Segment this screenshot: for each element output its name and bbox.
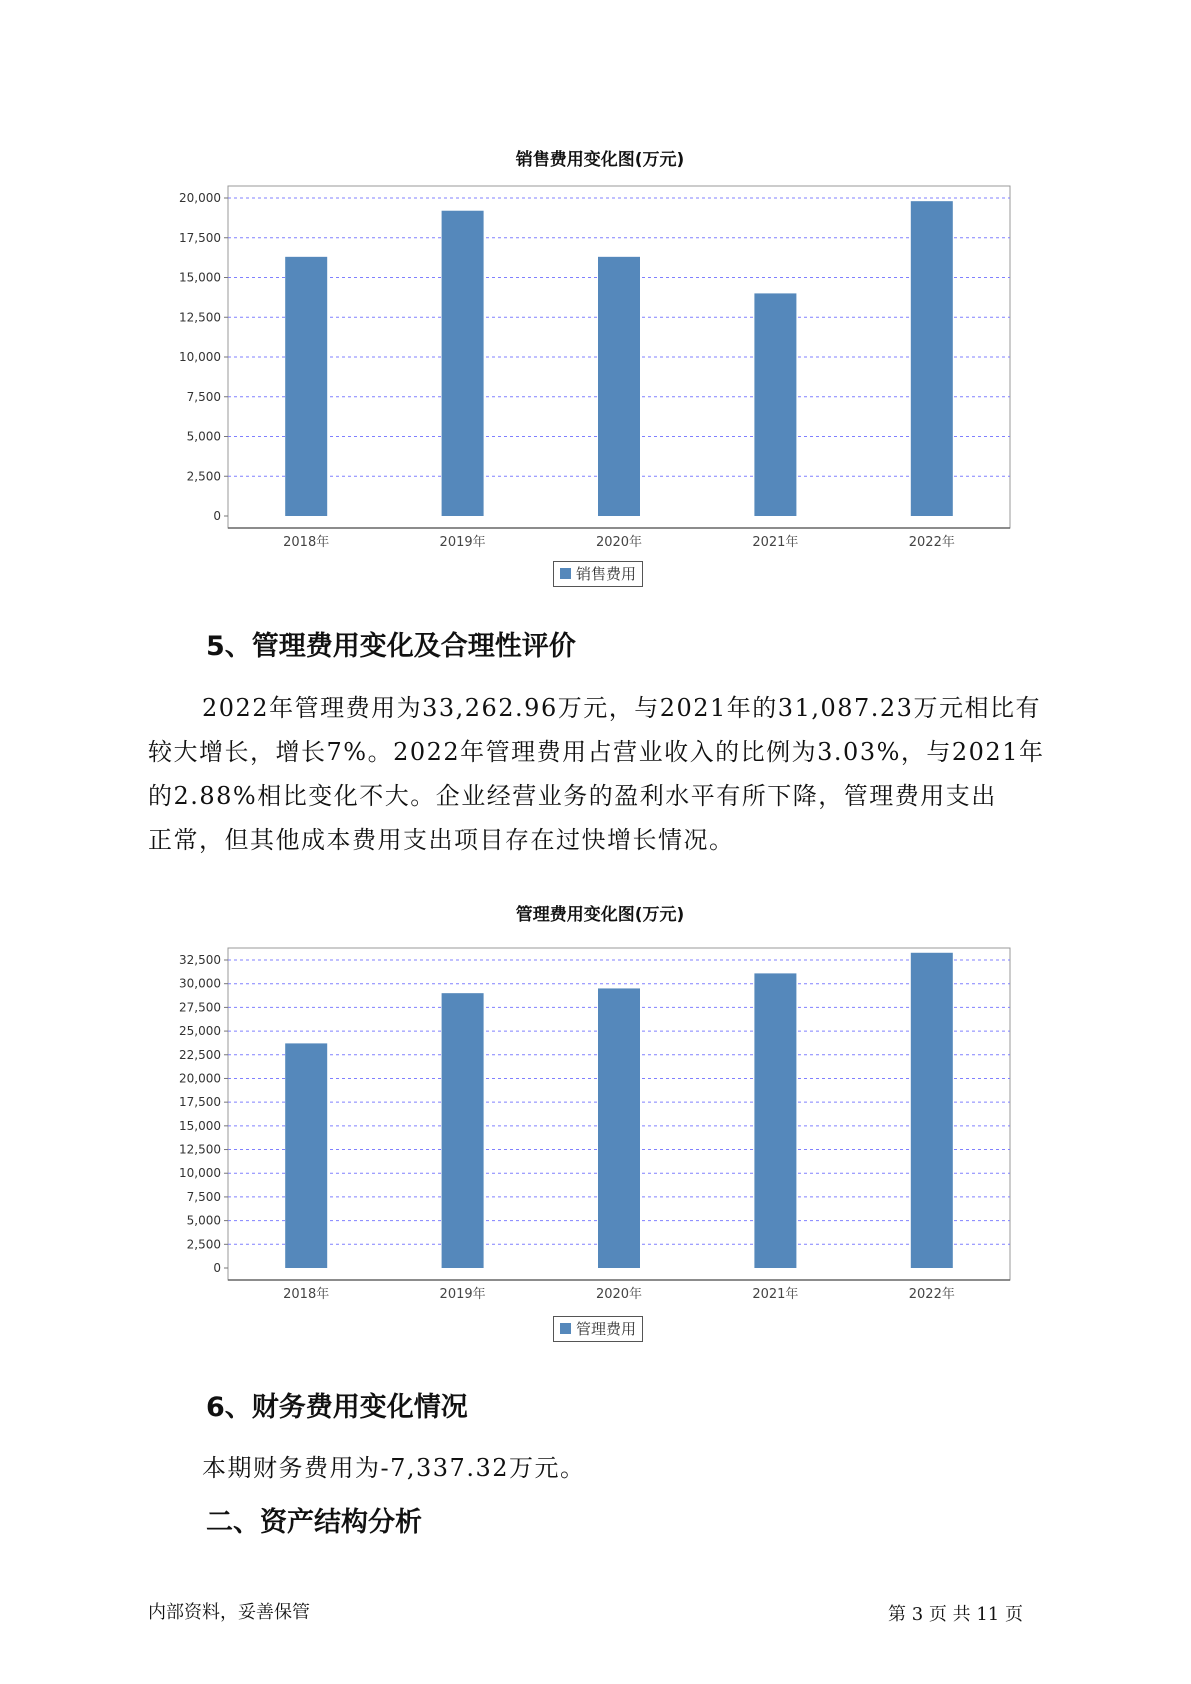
y-tick-label: 2,500 bbox=[186, 1237, 221, 1252]
y-tick-label: 12,500 bbox=[179, 310, 221, 325]
y-tick-label: 20,000 bbox=[179, 191, 221, 205]
footer-confidential: 内部资料，妥善保管 bbox=[148, 1602, 310, 1623]
section5-line-4: 正常，但其他成本费用支出项目存在过快增长情况。 bbox=[148, 826, 735, 854]
x-tick-label: 2022年 bbox=[908, 535, 955, 550]
y-tick-label: 5,000 bbox=[186, 429, 221, 444]
y-tick-label: 0 bbox=[213, 509, 221, 523]
y-tick-label: 5,000 bbox=[186, 1213, 221, 1228]
sales-chart-title: 销售费用变化图(万元) bbox=[515, 150, 685, 170]
section5-line-1: 2022年管理费用为33,262.96万元，与2021年的31,087.23万元相比有 bbox=[202, 694, 1041, 722]
y-tick-label: 0 bbox=[213, 1261, 221, 1275]
bar bbox=[442, 993, 484, 1268]
y-tick-label: 10,000 bbox=[179, 350, 221, 364]
x-tick-label: 2018年 bbox=[283, 1287, 330, 1302]
x-tick-label: 2020年 bbox=[595, 535, 643, 550]
legend-swatch bbox=[560, 1323, 571, 1334]
y-tick-label: 25,000 bbox=[179, 1024, 221, 1039]
bar bbox=[911, 953, 953, 1268]
x-tick-label: 2021年 bbox=[752, 535, 799, 550]
y-tick-label: 7,500 bbox=[186, 1189, 221, 1204]
part2-heading: 二、资产结构分析 bbox=[206, 1507, 422, 1538]
bar bbox=[598, 988, 640, 1268]
admin-chart-title: 管理费用变化图(万元) bbox=[515, 905, 685, 925]
footer-page-number: 第 3 页 共 11 页 bbox=[888, 1604, 1023, 1625]
y-tick-label: 15,000 bbox=[179, 270, 221, 285]
legend-label: 管理费用 bbox=[576, 1320, 637, 1338]
section5-line-2: 较大增长，增长7%。2022年管理费用占营业收入的比例为3.03%，与2021年 bbox=[148, 738, 1045, 766]
y-tick-label: 17,500 bbox=[179, 230, 221, 245]
admin-chart-legend bbox=[553, 1316, 643, 1342]
y-tick-label: 22,500 bbox=[179, 1047, 221, 1062]
y-tick-label: 12,500 bbox=[179, 1142, 221, 1157]
legend-label: 销售费用 bbox=[576, 565, 637, 583]
x-tick-label: 2020年 bbox=[595, 1287, 643, 1302]
bar bbox=[285, 1043, 327, 1268]
section6-text: 本期财务费用为-7,337.32万元。 bbox=[202, 1454, 586, 1482]
y-tick-label: 10,000 bbox=[179, 1166, 221, 1181]
y-tick-label: 17,500 bbox=[179, 1095, 221, 1110]
x-tick-label: 2019年 bbox=[439, 1287, 486, 1302]
y-tick-label: 20,000 bbox=[179, 1071, 221, 1086]
y-tick-label: 30,000 bbox=[179, 976, 221, 991]
y-tick-label: 27,500 bbox=[179, 1000, 221, 1015]
section6-heading: 6、财务费用变化情况 bbox=[206, 1392, 468, 1423]
x-tick-label: 2022年 bbox=[908, 1287, 955, 1302]
bar bbox=[754, 973, 796, 1268]
x-tick-label: 2021年 bbox=[752, 1287, 799, 1302]
y-tick-label: 7,500 bbox=[186, 389, 221, 404]
y-tick-label: 2,500 bbox=[186, 469, 221, 484]
y-tick-label: 32,500 bbox=[179, 953, 221, 967]
x-tick-label: 2019年 bbox=[439, 535, 486, 550]
x-tick-label: 2018年 bbox=[283, 535, 330, 550]
section5-heading: 5、管理费用变化及合理性评价 bbox=[206, 631, 576, 662]
section5-line-3: 的2.88%相比变化不大。企业经营业务的盈利水平有所下降，管理费用支出 bbox=[148, 782, 997, 810]
y-tick-label: 15,000 bbox=[179, 1118, 221, 1133]
